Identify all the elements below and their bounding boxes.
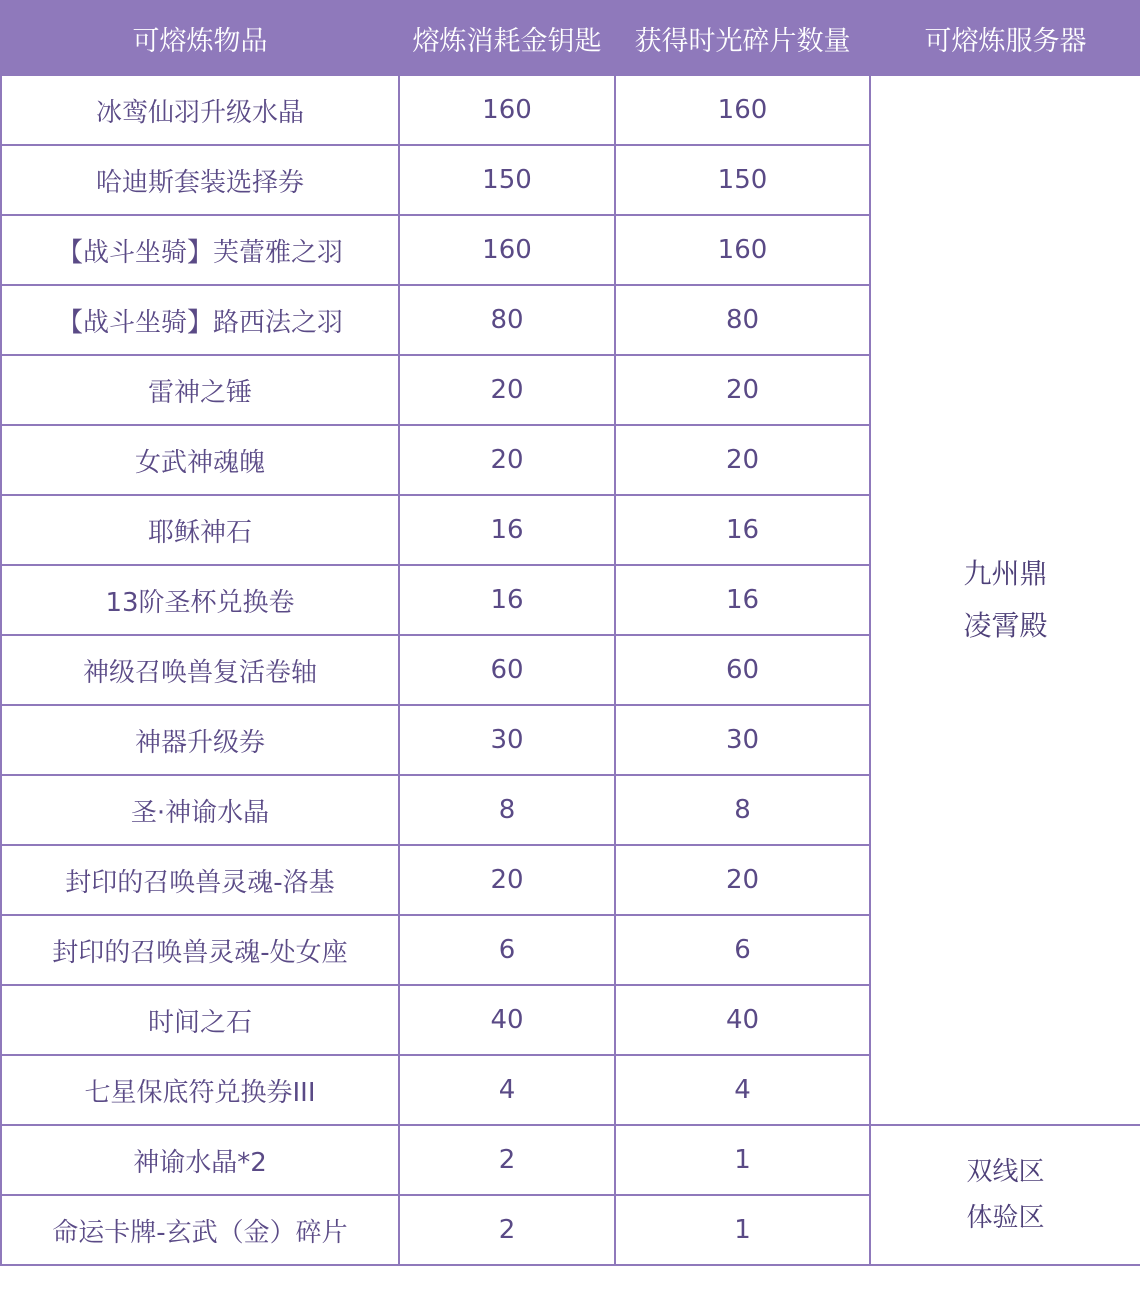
key-cost: 80 [399, 285, 615, 355]
table-row [1, 1125, 1140, 1195]
item-name: 13阶圣杯兑换卷 [1, 565, 399, 635]
shard-count: 1 [615, 1195, 870, 1265]
item-name: 雷神之锤 [1, 355, 399, 425]
item-name: 时间之石 [1, 985, 399, 1055]
item-name: 神级召唤兽复活卷轴 [1, 635, 399, 705]
shard-count: 6 [615, 915, 870, 985]
shard-count: 1 [615, 1125, 870, 1195]
item-name: 封印的召唤兽灵魂-处女座 [1, 915, 399, 985]
server-name: 双线区 [966, 1157, 1045, 1187]
shard-count: 160 [615, 75, 870, 145]
header-server: 可熔炼服务器 [870, 1, 1140, 75]
key-cost: 20 [399, 845, 615, 915]
header-row [1, 1, 1140, 75]
key-cost: 6 [399, 915, 615, 985]
shard-count: 20 [615, 425, 870, 495]
shard-count: 20 [615, 355, 870, 425]
key-cost: 20 [399, 355, 615, 425]
shard-count: 16 [615, 495, 870, 565]
shard-count: 8 [615, 775, 870, 845]
key-cost: 160 [399, 215, 615, 285]
shard-count: 20 [615, 845, 870, 915]
header-item: 可熔炼物品 [1, 1, 399, 75]
key-cost: 16 [399, 495, 615, 565]
item-name: 神谕水晶*2 [1, 1125, 399, 1195]
server-name: 体验区 [966, 1203, 1045, 1233]
item-name: 命运卡牌-玄武（金）碎片 [1, 1195, 399, 1265]
shard-count: 80 [615, 285, 870, 355]
item-name: 耶稣神石 [1, 495, 399, 565]
server-name: 九州鼎 [963, 557, 1048, 590]
item-name: 哈迪斯套装选择券 [1, 145, 399, 215]
item-name: 女武神魂魄 [1, 425, 399, 495]
header-keys: 熔炼消耗金钥匙 [399, 1, 615, 75]
key-cost: 60 [399, 635, 615, 705]
server-name: 凌霄殿 [963, 609, 1048, 642]
key-cost: 4 [399, 1055, 615, 1125]
shard-count: 16 [615, 565, 870, 635]
item-name: 冰鸾仙羽升级水晶 [1, 75, 399, 145]
header-shards: 获得时光碎片数量 [615, 1, 870, 75]
item-name: 【战斗坐骑】芙蕾雅之羽 [1, 215, 399, 285]
key-cost: 2 [399, 1195, 615, 1265]
shard-count: 160 [615, 215, 870, 285]
item-name: 七星保底符兑换券III [1, 1055, 399, 1125]
shard-count: 150 [615, 145, 870, 215]
item-name: 神器升级券 [1, 705, 399, 775]
key-cost: 160 [399, 75, 615, 145]
item-name: 封印的召唤兽灵魂-洛基 [1, 845, 399, 915]
key-cost: 20 [399, 425, 615, 495]
table-body [1, 75, 1140, 1265]
shard-count: 30 [615, 705, 870, 775]
key-cost: 8 [399, 775, 615, 845]
key-cost: 150 [399, 145, 615, 215]
key-cost: 2 [399, 1125, 615, 1195]
item-name: 圣·神谕水晶 [1, 775, 399, 845]
server-group-1 [870, 75, 1140, 1125]
shard-count: 40 [615, 985, 870, 1055]
key-cost: 16 [399, 565, 615, 635]
item-name: 【战斗坐骑】路西法之羽 [1, 285, 399, 355]
key-cost: 40 [399, 985, 615, 1055]
shard-count: 4 [615, 1055, 870, 1125]
shard-count: 60 [615, 635, 870, 705]
table-row [1, 75, 1140, 145]
server-group-2 [870, 1125, 1140, 1265]
key-cost: 30 [399, 705, 615, 775]
